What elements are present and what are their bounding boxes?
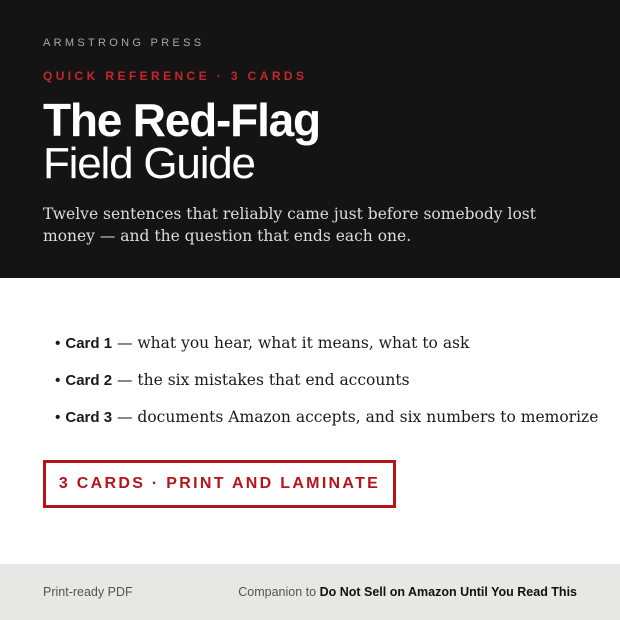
list-item-card-2: [55, 371, 598, 408]
print-and-laminate-button[interactable]: 3 CARDS · PRINT AND LAMINATE: [43, 460, 396, 508]
bullet-icon: •: [55, 372, 61, 389]
page-title-line-1: The Red-Flag: [43, 94, 320, 146]
page-title-line-2: Field Guide: [43, 139, 255, 188]
card-name: Card 2: [65, 372, 113, 389]
companion-book-title: Do Not Sell on Amazon Until You Read This: [319, 585, 577, 599]
list-item-card-3: [55, 408, 598, 445]
cards-list: [55, 334, 598, 445]
hero-header: [0, 0, 620, 278]
format-label: Print-ready PDF: [43, 585, 133, 599]
publisher-name: ARMSTRONG PRESS: [43, 37, 205, 49]
list-item-card-1: [55, 334, 598, 371]
subtitle: Twelve sentences that reliably came just before somebody lost money — and the question that ends each one.: [43, 205, 536, 245]
card-name: Card 3: [65, 409, 113, 426]
card-description: — documents Amazon accepts, and six numbers to memorize: [112, 408, 599, 426]
companion-prefix: Companion to: [238, 585, 320, 599]
card-description: — the six mistakes that end accounts: [112, 371, 410, 389]
companion-note: [238, 585, 577, 599]
card-name: Card 1: [65, 335, 113, 352]
footer: [0, 564, 620, 620]
bullet-icon: •: [55, 335, 61, 352]
card-description: — what you hear, what it means, what to ask: [112, 334, 470, 352]
kicker-label: QUICK REFERENCE · 3 CARDS: [43, 69, 308, 83]
bullet-icon: •: [55, 409, 61, 426]
